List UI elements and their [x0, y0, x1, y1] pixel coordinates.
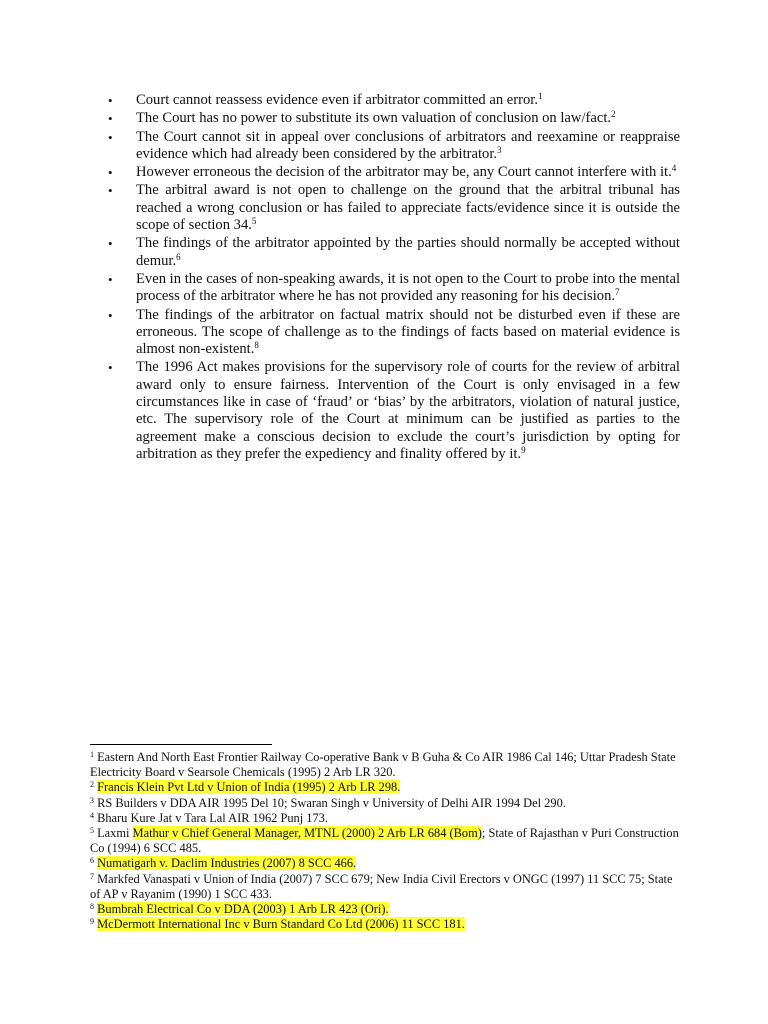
highlighted-citation: Francis Klein Pvt Ltd v Union of India (1995) 2 Arb LR 298.: [97, 780, 401, 795]
bullet-text: The Court cannot sit in appeal over conclusions of arbitrators and reexamine or reappraise evidence which had already been considered by the arbitrator.: [136, 128, 680, 162]
bullet-item: [108, 110, 680, 127]
bullet-text: The 1996 Act makes provisions for the supervisory role of courts for the review of arbitral award only to ensure fairness. Intervention of the Court is only envisaged in a few circumstances like in case of ‘fraud’ or ‘bias’ by the arbitrators, violation of natural justice, etc. The supervisory role of the Court at minimum can be justified as parties to the agreement make a conscious decision to exclude the court’s jurisdiction by opting for arbitration as they prefer the expediency and finality offered by it.: [136, 359, 680, 462]
bullet-icon: •: [108, 93, 113, 108]
footnote-ref: 9: [521, 444, 526, 455]
footnote-ref: 1: [537, 91, 543, 101]
bullet-item: [108, 359, 680, 463]
footnote-number: 2: [90, 780, 94, 790]
footnote-ref: 6: [176, 251, 181, 262]
bullet-item: [108, 129, 680, 164]
footnote-separator: [90, 744, 272, 745]
highlighted-citation: McDermott International Inc v Burn Standard Co Ltd (2006) 11 SCC 181.: [97, 917, 465, 932]
footnote: [90, 902, 680, 917]
footnote: $^4$ Bharu Kure Jat v Tara Lal AIR 1962 Punj 173.: [90, 810, 328, 825]
highlighted-citation: Mathur v Chief General Manager, MTNL (2000) 2 Arb LR 684 (Bom): [132, 826, 482, 841]
footnote-ref: 7: [615, 287, 620, 298]
bullet-icon: •: [108, 307, 113, 323]
footnote-number: 9: [90, 917, 94, 927]
footnote-number: 8: [90, 902, 94, 912]
footnote-number: 3: [90, 795, 94, 805]
footnote: $^3$ RS Builders v DDA AIR 1995 Del 10; Swaran Singh v University of Delhi AIR 1994 Del 290.: [90, 795, 566, 810]
bullet-item: [108, 182, 680, 234]
footnote: $^1$ Eastern And North East Frontier Railway Co-operative Bank v B Guha & Co AIR 1986 Cal 146; Uttar Pradesh State Electricity Board v Searsole Chemicals (1995) 2 Arb LR 320.: [90, 750, 676, 780]
bullet-item: [108, 235, 680, 270]
highlighted-citation: Numatigarh v. Daclim Industries (2007) 8 SCC 466.: [97, 856, 357, 871]
bullet-item: [108, 271, 680, 306]
bullet-icon: •: [108, 236, 113, 252]
bullet-item: [108, 164, 680, 181]
footnote: [90, 917, 680, 932]
bullet-text: The findings of the arbitrator on factual matrix should not be disturbed even if these are erroneous. The scope of challenge as to the findings of facts based on material evidence is almost non-existent.: [136, 306, 680, 358]
footnote-number: 5: [90, 826, 94, 836]
footnote-number: 1: [90, 750, 94, 759]
bullet-icon: •: [108, 165, 113, 181]
bullet-text: Even in the cases of non-speaking awards, it is not open to the Court to probe into the mental process of the arbitrator where he has not provided any reasoning for his decision.: [136, 270, 680, 305]
footnote-number: 4: [90, 810, 94, 820]
bullet-text: Court cannot reassess evidence even if arbitrator committed an error.: [136, 92, 538, 108]
footnote-number: 6: [90, 856, 94, 866]
highlighted-citation: Bumbrah Electrical Co v DDA (2003) 1 Arb LR 423 (Ori).: [97, 902, 389, 917]
footnote: $^5$ Laxmi Mathur v Chief General Manager, MTNL (2000) 2 Arb LR 684 (Bom); State of Rajasthan v Puri Construction Co (1994) 6 SCC 485.: [90, 826, 679, 856]
footnotes: [90, 750, 680, 932]
footnote-ref: 5: [251, 216, 257, 227]
bullet-icon: •: [108, 183, 113, 199]
bullet-icon: •: [108, 360, 113, 376]
bullet-list: [108, 92, 680, 464]
footnote-ref: 3: [497, 144, 502, 155]
footnote: [90, 856, 680, 871]
footnote: [90, 780, 680, 795]
bullet-icon: •: [108, 271, 113, 287]
bullet-text: The findings of the arbitrator appointed by the parties should normally be accepted without demur.: [136, 235, 680, 269]
bullet-text: However erroneous the decision of the arbitrator may be, any Court cannot interfere with it.: [136, 164, 672, 181]
bullet-item: [108, 307, 680, 359]
bullet-text: The arbitral award is not open to challenge on the ground that the arbitral tribunal has reached a wrong conclusion or has failed to appreciate facts/evidence since it is outside the scope of section 34.: [136, 182, 680, 234]
footnote-ref: 8: [254, 340, 259, 351]
footnote: $^7$ Markfed Vanaspati v Union of India (2007) 7 SCC 679; New India Civil Erectors v ONGC (1997) 11 SCC 75; State of AP v Rayanim (1990) 1 SCC 433.: [90, 871, 673, 901]
bullet-icon: •: [108, 129, 113, 145]
bullet-icon: •: [108, 111, 113, 127]
footnote-number: 7: [90, 871, 94, 881]
footnote-ref: 4: [671, 163, 677, 174]
bullet-text: The Court has no power to substitute its own valuation of conclusion on law/fact.: [136, 110, 612, 127]
bullet-item: [108, 92, 680, 109]
footnote-ref: 2: [611, 109, 616, 120]
